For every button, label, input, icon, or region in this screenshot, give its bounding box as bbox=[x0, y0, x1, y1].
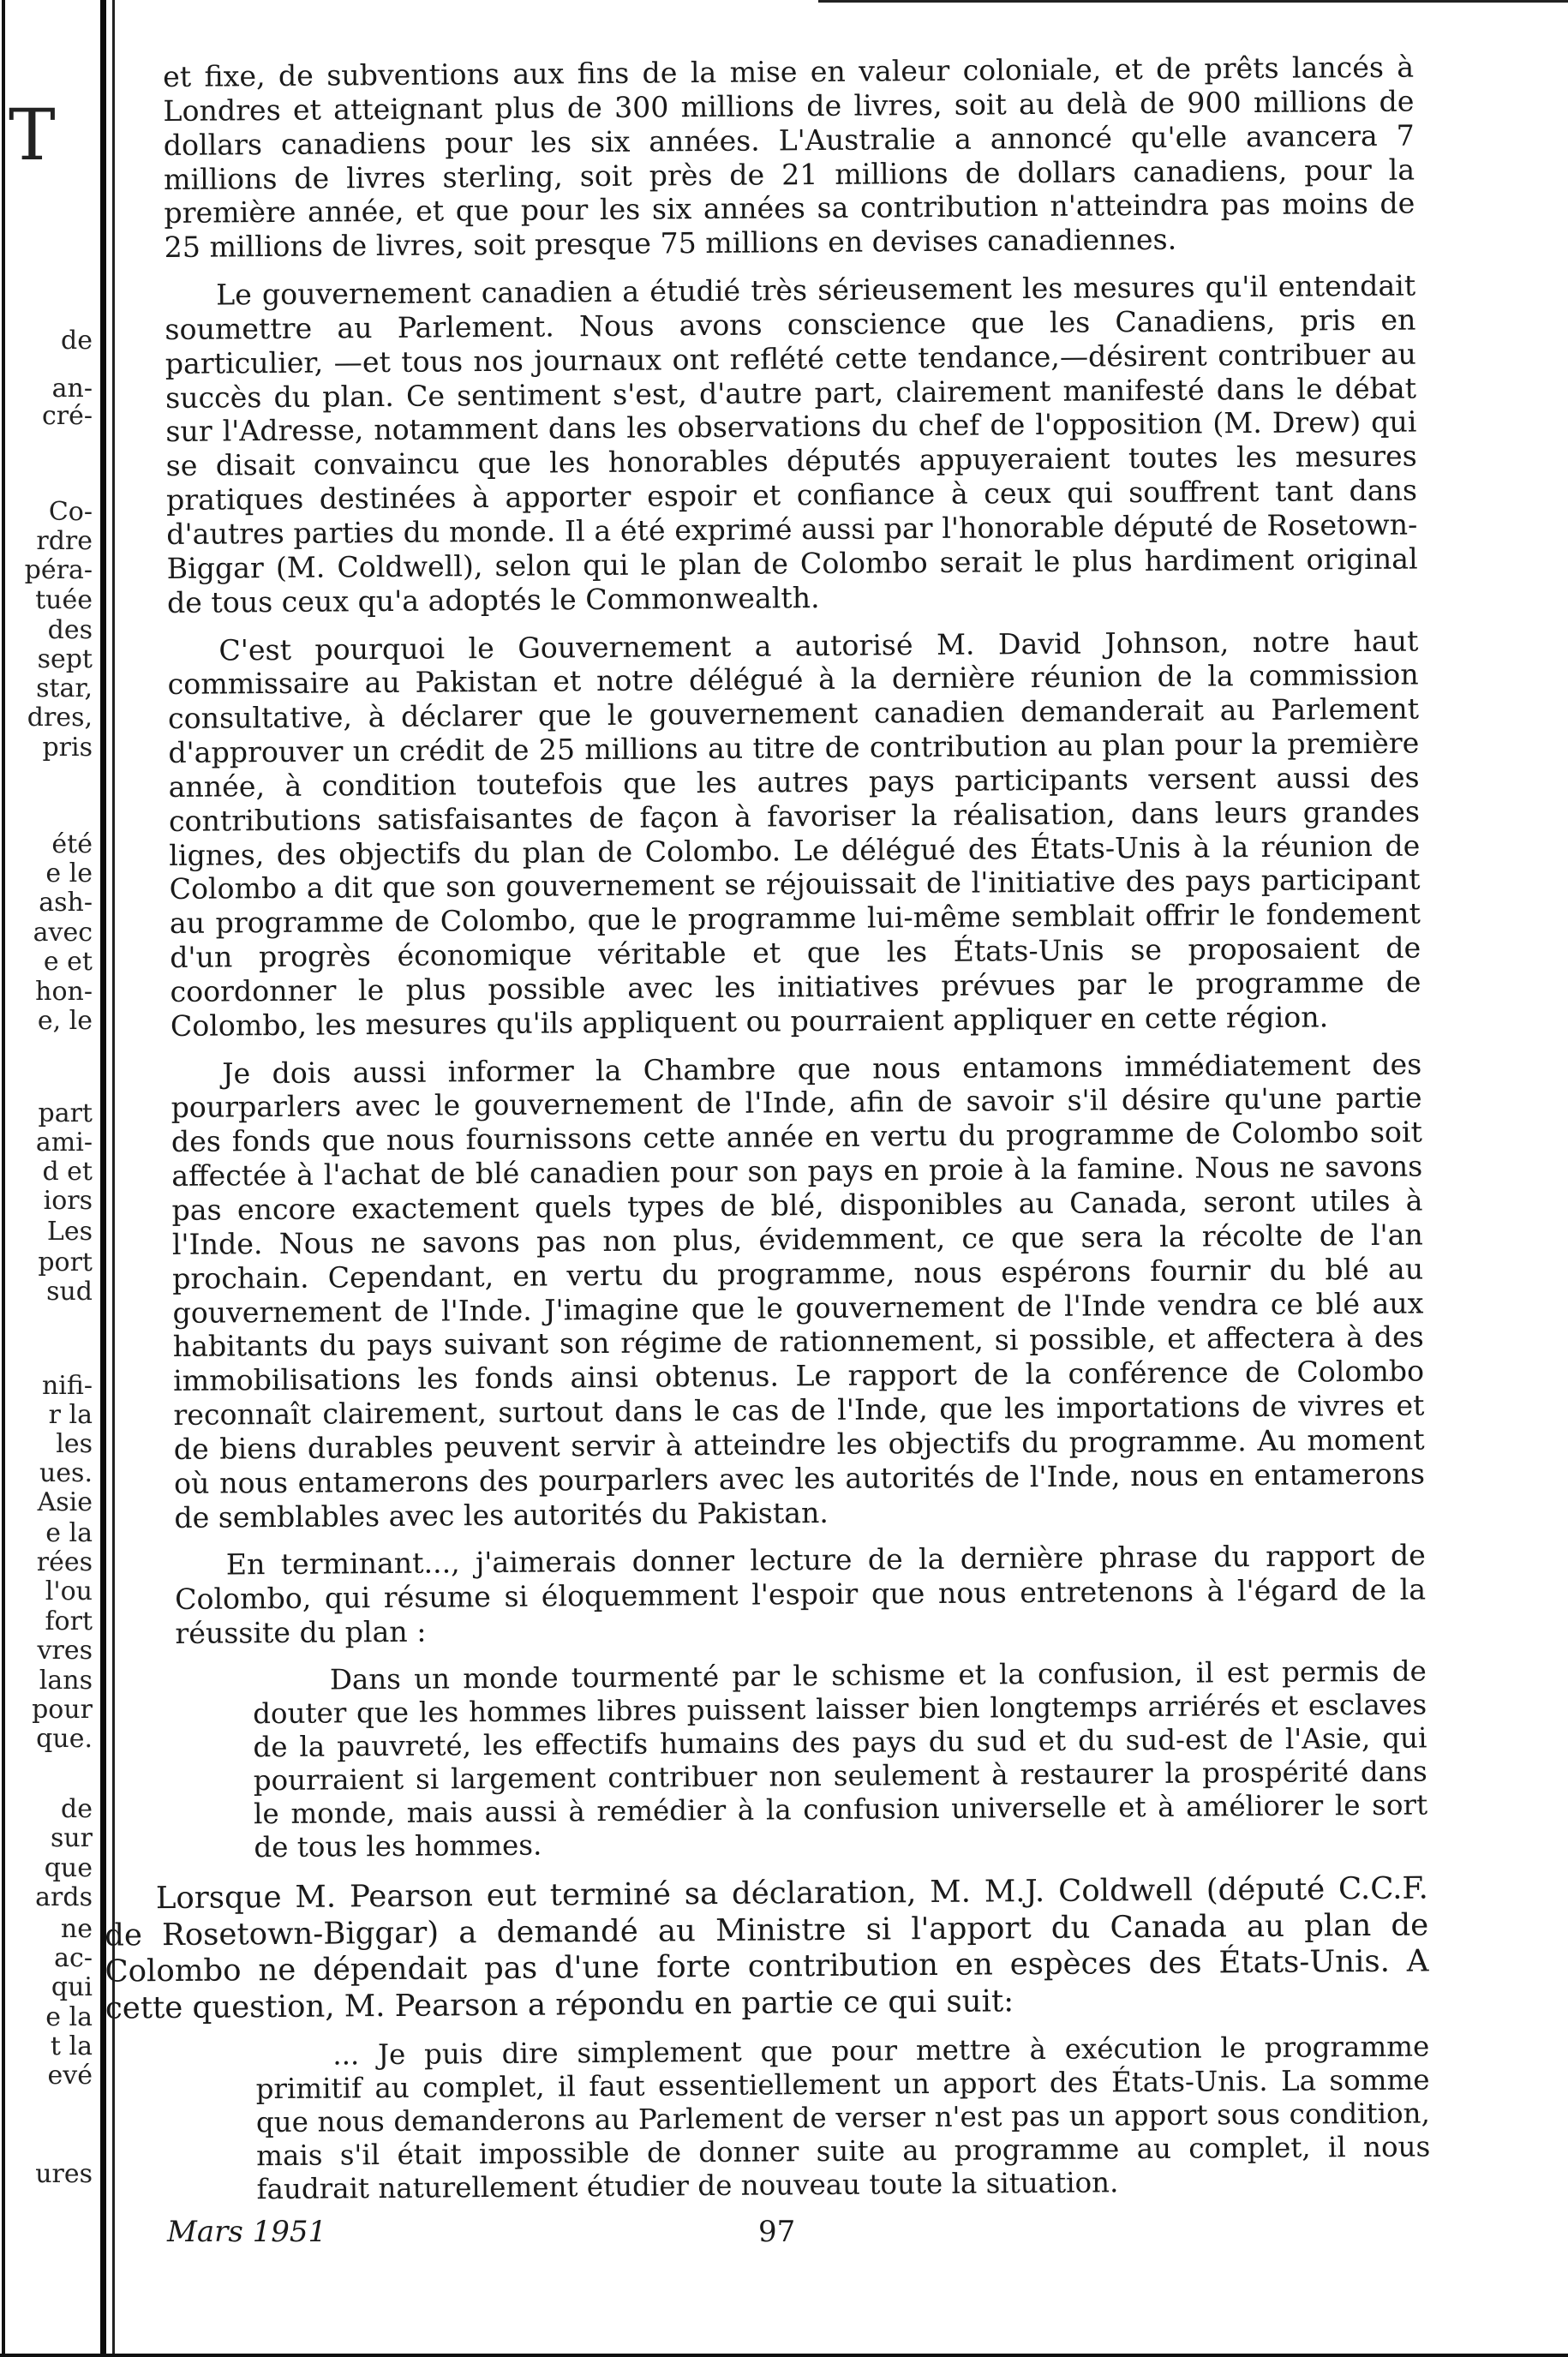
gutter-fragment: iors bbox=[43, 1186, 93, 1216]
gutter-fragment: nifi- bbox=[41, 1371, 93, 1401]
gutter-fragment: ures bbox=[35, 2159, 93, 2189]
gutter-fragment: ards bbox=[35, 1882, 93, 1912]
gutter-fragment: des bbox=[47, 615, 93, 645]
gutter-fragment: rdre bbox=[36, 526, 93, 556]
gutter-fragment: evé bbox=[47, 2061, 93, 2091]
gutter-big-letter: T bbox=[9, 95, 56, 176]
gutter-fragment: sept bbox=[37, 644, 93, 674]
narrative-paragraph: Lorsque M. Pearson eut terminé sa déclaration, M. M.J. Coldwell (député C.C.F. de Rosetown-Biggar) a demandé au Ministre si l'apport du Canada au plan de Colombo ne dépendait pas d'une forte contribution en espèces des États-Unis. A cette question, M. Pearson a répondu en partie ce qui suit: bbox=[105, 1870, 1429, 2026]
gutter-fragment: Asie bbox=[37, 1487, 93, 1517]
gutter-fragment: l'ou bbox=[45, 1576, 93, 1606]
bottom-edge-rule bbox=[0, 2354, 1568, 2357]
gutter-fragment: port bbox=[38, 1247, 93, 1277]
gutter-fragment: Les bbox=[46, 1217, 93, 1247]
quote-text: Dans un monde tourmenté par le schisme et la confusion, il est permis de douter que les hommes libres puissent laisser bien longtemps arriérés et esclaves de la pauvreté, les effectifs humains des pays du sud et du sud-est de l'Asie, qui pourraient si largement contribuer non seulement à restaurer la prospérité dans le monde, mais aussi à remédier à la confusion universelle et à améliorer le sort de tous les hommes. bbox=[253, 1654, 1428, 1864]
gutter-fragment: de bbox=[61, 1794, 93, 1824]
paragraph-1: et fixe, de subventions aux fins de la mise en valeur coloniale, et de prêts lancés à Londres et atteignant plus de 300 millions de livres, soit au delà de 900 millions de dollars canadiens pour les six années. L'Australie a annoncé qu'elle avancera 7 millions de livres sterling, soit près de 21 millions de dollars canadiens, pour la première année, et que pour les six années sa contribution n'atteindra pas moins de 25 millions de livres, soit presque 75 millions en devises canadiennes. bbox=[163, 50, 1415, 265]
gutter-fragment: e la bbox=[45, 1518, 93, 1548]
paragraph-2: Le gouvernement canadien a étudié très sérieusement les mesures qu'il entendait soumettre au Parlement. Nous avons conscience que les Canadiens, pris en particulier, —et tous nos journaux ont reflété cette tendance,—désirent contribuer au succès du plan. Ce sentiment s'est, d'autre part, clairement manifesté dans le débat sur l'Adresse, notamment dans les observations du chef de l'opposition (M. Drew) qui se disait convaincu que les honorables députés appuyeraient toutes les mesures pratiques destinées à apporter espoir et confiance à ceux qui souffrent tant dans d'autres parties du monde. Il a été exprimé aussi par l'honorable député de Rosetown-Biggar (M. Coldwell), selon qui le plan de Colombo serait le plus hardiment original de tous ceux qu'a adoptés le Commonwealth. bbox=[165, 268, 1418, 619]
paragraph-3: C'est pourquoi le Gouvernement a autorisé M. David Johnson, notre haut commissaire au Pakistan et notre délégué à la dernière réunion de la commission consultative, à déclarer que le gouvernement canadien demanderait au Parlement d'approuver un crédit de 25 millions au titre de contribution au plan pour la première année, à condition toutefois que les autres pays participants versent aussi des contributions satisfaisantes de façon à favoriser la réalisation, dans leurs grandes lignes, des objectifs du plan de Colombo. Le délégué des États-Unis à la réunion de Colombo a dit que son gouvernement se réjouissait de l'initiative des pays participant au programme de Colombo, que le programme lui-même semblait offrir le fondement d'un progrès économique véritable et que les États-Unis se proposaient de coordonner le plus possible avec les initiatives prévues par le programme de Colombo, les mesures qu'ils appliquent ou pourraient appliquer en cette région. bbox=[167, 624, 1421, 1043]
gutter-fragment: ami- bbox=[35, 1128, 93, 1158]
adjacent-page-gutter bbox=[7, 0, 98, 2357]
gutter-fragment: pris bbox=[42, 733, 93, 763]
gutter-fragment: ne bbox=[60, 1914, 93, 1944]
gutter-fragment: cré- bbox=[41, 401, 93, 431]
gutter-fragment: vres bbox=[37, 1636, 93, 1666]
gutter-fragment: e le bbox=[45, 858, 93, 888]
gutter-fragment: qui bbox=[51, 1972, 93, 2002]
paragraph-5: En terminant..., j'aimerais donner lecture de la dernière phrase du rapport de Colombo, qui résume si éloquemment l'espoir que nous entretenons à l'égard de la réussite du plan : bbox=[174, 1538, 1427, 1651]
footer-date: Mars 1951 bbox=[167, 2215, 327, 2249]
gutter-fragment: dres, bbox=[27, 703, 93, 733]
gutter-fragment: an- bbox=[51, 374, 93, 404]
left-edge-line bbox=[2, 0, 5, 2357]
gutter-fragment: part bbox=[38, 1098, 93, 1128]
gutter-fragment: les bbox=[56, 1429, 93, 1459]
gutter-fragment: r la bbox=[48, 1400, 93, 1430]
gutter-fragment: de bbox=[61, 326, 93, 356]
gutter-fragment: pour bbox=[32, 1695, 93, 1725]
gutter-fragment: e, le bbox=[37, 1006, 93, 1036]
gutter-fragment: e et bbox=[43, 947, 93, 977]
gutter-fragment: sur bbox=[50, 1823, 93, 1853]
gutter-fragment: ash- bbox=[39, 888, 93, 918]
page-body bbox=[105, 50, 1431, 2208]
gutter-fragment: Co- bbox=[48, 497, 93, 527]
gutter-fragment: lans bbox=[39, 1666, 93, 1696]
gutter-fragment: ues. bbox=[39, 1458, 93, 1488]
gutter-fragment: ac- bbox=[54, 1943, 93, 1973]
block-quote-colombo-report bbox=[176, 1654, 1428, 1864]
gutter-fragment: été bbox=[51, 829, 93, 859]
quote-text: ... Je puis dire simplement que pour mettre à exécution le programme primitif au complet, il faut essentiellement un apport des États-Unis. La somme que nous demanderons au Parlement de verser n'est pas un apport sous condition, mais s'il était impossible de donner suite au programme au complet, il nous faudrait naturellement étudier de nouveau toute la situation. bbox=[255, 2030, 1431, 2206]
gutter-fragment: e la bbox=[45, 2002, 93, 2032]
gutter-fragment: star, bbox=[36, 673, 93, 703]
gutter-fragment: que bbox=[44, 1853, 93, 1883]
gutter-fragment: tuée bbox=[35, 585, 93, 615]
gutter-fragment: fort bbox=[45, 1606, 93, 1636]
page-number: 97 bbox=[758, 2215, 796, 2249]
gutter-fragment: hon- bbox=[35, 977, 93, 1007]
gutter-fragment: rées bbox=[36, 1547, 93, 1577]
gutter-fragment: que. bbox=[36, 1724, 93, 1754]
gutter-fragment: sud bbox=[46, 1277, 93, 1307]
gutter-fragment: avec bbox=[33, 918, 93, 948]
gutter-fragment: t la bbox=[50, 2031, 93, 2061]
block-quote-pearson-reply bbox=[178, 2031, 1430, 2207]
paragraph-4: Je dois aussi informer la Chambre que nous entamons immédiatement des pourparlers avec le gouvernement de l'Inde, afin de savoir s'il désire qu'une partie des fonds que nous fournissons cette année en vertu du programme de Colombo soit affectée à l'achat de blé canadien pour son pays en proie à la famine. Nous ne savons pas encore exactement quels types de blé, disponibles au Canada, seront utiles à l'Inde. Nous ne savons pas non plus, évidemment, ce que sera la récolte de l'an prochain. Cependant, en vertu du programme, nous espérons fournir du blé au gouvernement de l'Inde. J'imagine que le gouvernement de l'Inde vendra ce blé aux habitants du pays suivant son régime de rationnement, si possible, et affectera à des immobilisations les fonds ainsi obtenus. Le rapport de la conférence de Colombo reconnaît clairement, surtout dans le cas de l'Inde, que les importations de vivres et de biens durables peuvent servir à atteindre les objectifs du programme. Au moment où nous entamerons des pourparlers avec les autorités de l'Inde, nous en entamerons de semblables avec les autorités du Pakistan. bbox=[171, 1047, 1426, 1534]
top-edge-rule bbox=[818, 0, 1568, 3]
gutter-fragment: d et bbox=[42, 1157, 93, 1187]
gutter-fragment: péra- bbox=[24, 555, 93, 585]
